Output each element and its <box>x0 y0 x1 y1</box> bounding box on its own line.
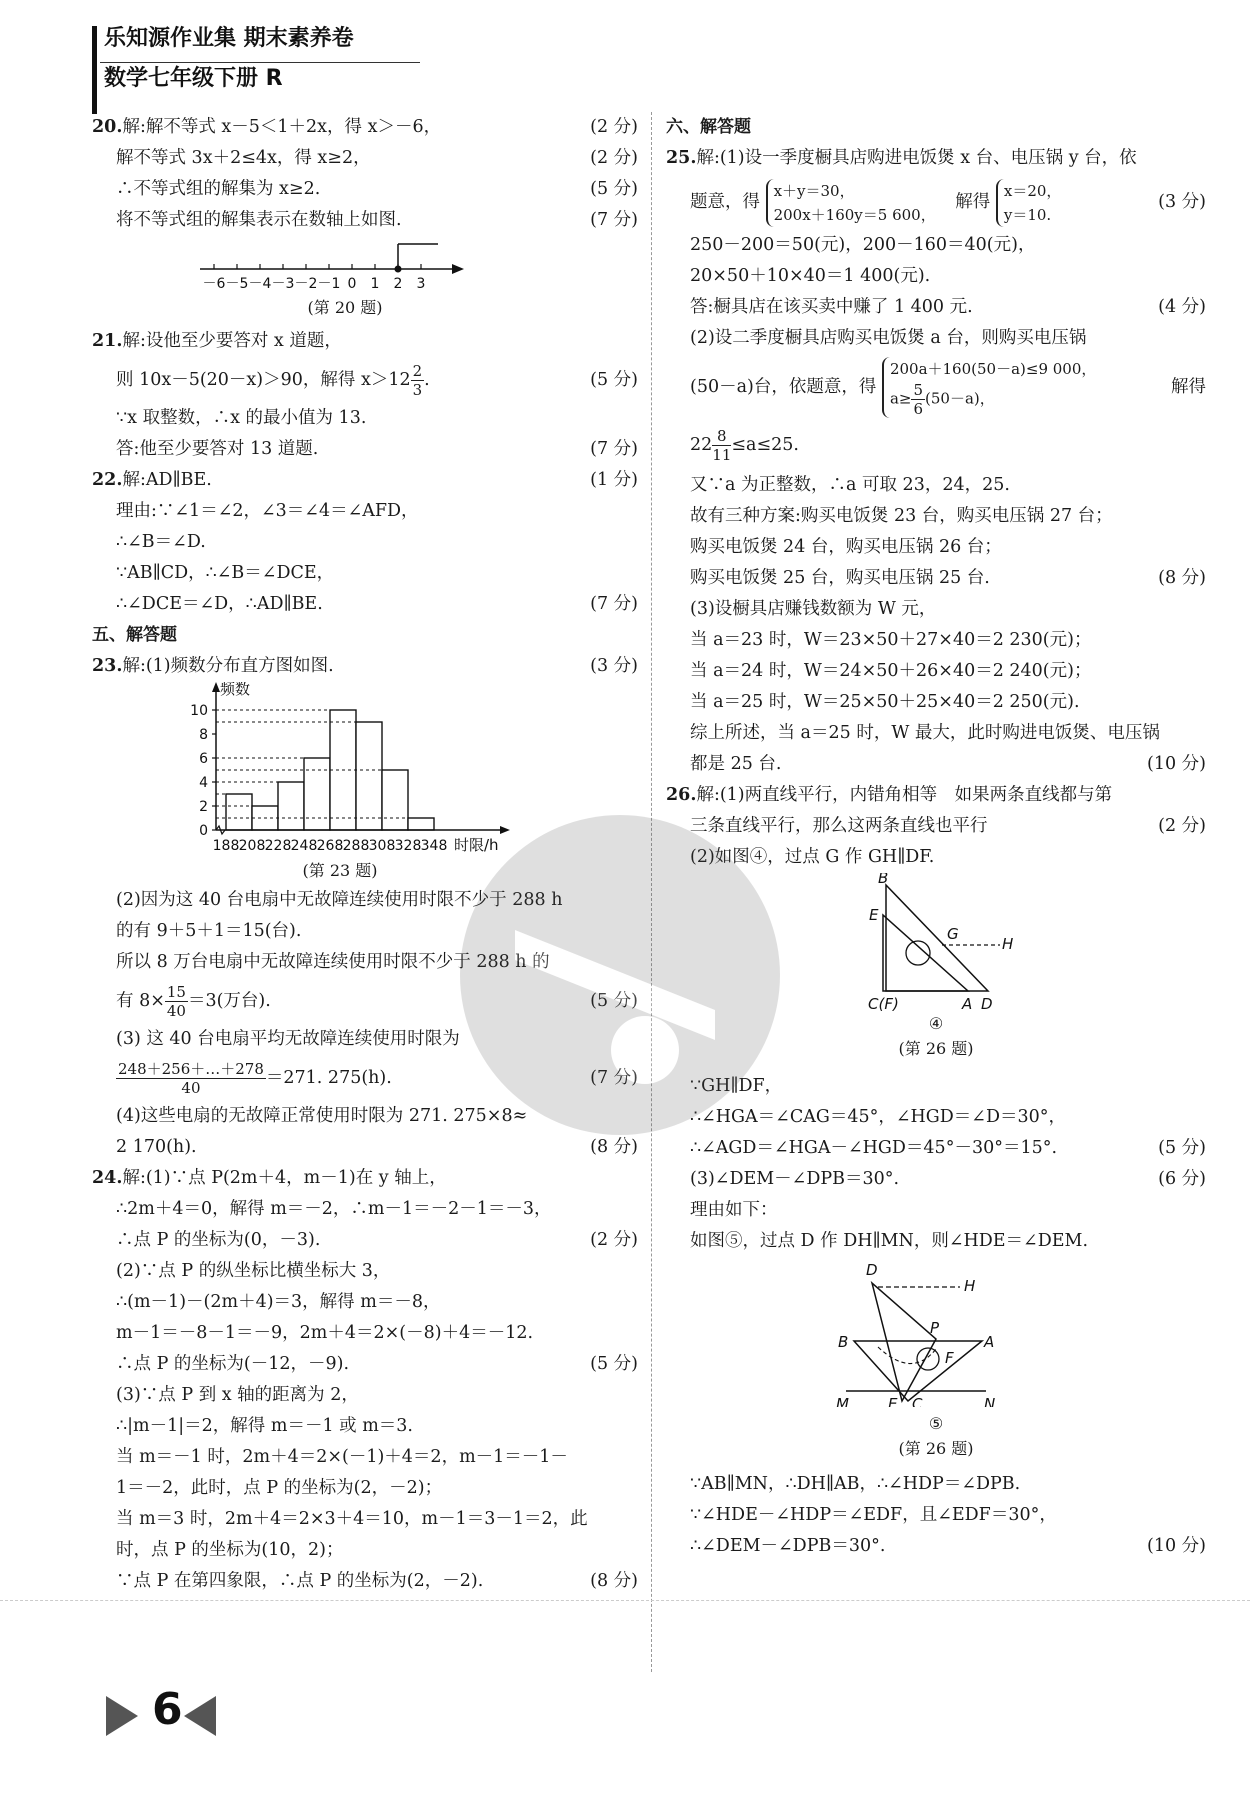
q25-text16: 当 a＝25 时，W＝25×50＋25×40＝2 250(元). <box>690 692 1080 712</box>
figure-4-label: ④ <box>928 1014 944 1033</box>
q25-line5 <box>666 292 1206 323</box>
q22-score5: (7 分) <box>590 594 638 614</box>
column-divider <box>651 112 652 1672</box>
q23-text7: ＝271. 275(h). <box>265 1068 392 1088</box>
q25-sys2-eq2: y＝10. <box>1003 205 1052 224</box>
y-tick-label: 2 <box>199 799 208 815</box>
header-bar <box>92 26 97 114</box>
q25-text8b: ≤a≤25. <box>731 435 799 455</box>
svg-text:E: E <box>869 906 879 924</box>
q21-fraction <box>411 362 425 399</box>
q20-line1 <box>92 112 638 143</box>
q20-score3: (5 分) <box>590 179 638 199</box>
q26-number: 26. <box>666 785 697 805</box>
q25-score18: (10 分) <box>1147 754 1206 774</box>
q26-score7: (6 分) <box>1158 1169 1206 1189</box>
q21-line1 <box>92 326 638 357</box>
q22-line1 <box>92 465 638 496</box>
q25-text9: 又∵a 为正整数，∴a 可取 23，24，25. <box>690 475 1010 495</box>
number-line-tick-label: －2 <box>294 276 318 292</box>
q24-line7 <box>92 1349 638 1380</box>
q20-text1: 解:解不等式 x－5＜1＋2x，得 x＞－6， <box>122 117 442 137</box>
header-series-title: 乐知源作业集 期末素养卷 <box>104 26 354 51</box>
page-number: 6 <box>152 1684 183 1735</box>
q25-line16 <box>666 687 1206 718</box>
q21-text3: ∵x 取整数，∴x 的最小值为 13. <box>116 408 367 428</box>
q24-line8 <box>92 1380 638 1411</box>
q23-number: 23. <box>92 656 123 676</box>
q24-text7: ∴点 P 的坐标为(－12，－9). <box>116 1354 350 1374</box>
q24-line5 <box>92 1287 638 1318</box>
histogram-bar <box>304 758 330 830</box>
histogram-bar <box>382 770 408 830</box>
q22-score1: (1 分) <box>590 470 638 490</box>
q23-text5a: 有 8× <box>116 991 165 1011</box>
q25-text2b: 解得 <box>955 192 991 212</box>
q24-text9: ∴|m－1|＝2，解得 m＝－1 或 m＝3. <box>116 1416 413 1436</box>
q25-score5: (4 分) <box>1158 297 1206 317</box>
y-axis-label: 频数 <box>220 682 251 698</box>
q20-number-line-figure <box>92 236 638 298</box>
q24-score3: (2 分) <box>590 1230 638 1250</box>
q25-line7 <box>666 354 1206 420</box>
y-tick-label: 4 <box>199 775 208 791</box>
figure-4-caption: (第 26 题) <box>898 1039 974 1058</box>
q25-sys3-ineq1: 200a＋160(50－a)≤9 000， <box>889 360 1097 378</box>
q25-score2: (3 分) <box>1158 192 1206 212</box>
q25-line15 <box>666 656 1206 687</box>
q26-text7: (3)∠DEM－∠DPB＝30°. <box>690 1169 900 1189</box>
x-tick-label: 308 <box>368 838 396 854</box>
q26-score6: (5 分) <box>1158 1138 1206 1158</box>
x-tick-label: 188 <box>212 838 240 854</box>
q22-line4 <box>92 558 638 589</box>
q24-text3: ∴点 P 的坐标为(0，－3). <box>116 1230 321 1250</box>
svg-text:P: P <box>930 1319 940 1337</box>
q25-system1 <box>766 179 936 227</box>
histogram-bar <box>356 722 382 830</box>
histogram-bar <box>408 818 434 830</box>
svg-text:C: C <box>912 1395 923 1407</box>
q25-line18 <box>666 749 1206 780</box>
q23-fraction1 <box>165 983 188 1020</box>
q25-text18: 都是 25 台. <box>690 754 782 774</box>
histogram-bar <box>278 782 304 830</box>
q26-line11 <box>666 1500 1206 1531</box>
q26-line9 <box>666 1226 1206 1257</box>
triangle-hole-circle-5 <box>917 1348 939 1370</box>
y-axis-arrow <box>212 682 220 692</box>
q24-text5: ∴(m－1)－(2m＋4)＝3，解得 m＝－8， <box>116 1292 441 1312</box>
svg-text:B: B <box>838 1333 849 1351</box>
q25-text13: (3)设橱具店赚钱数额为 W 元， <box>690 599 937 619</box>
q25-line14 <box>666 625 1206 656</box>
x-tick-label: 288 <box>342 838 370 854</box>
section-6-heading: 六、解答题 <box>666 117 751 137</box>
number-line-tick-label: －1 <box>317 276 341 292</box>
x-tick-label: 328 <box>394 838 422 854</box>
q25-sys3-ineq2b: (50－a)， <box>925 389 995 408</box>
q25-line12 <box>666 563 1206 594</box>
q26-text2: 三条直线平行，那么这两条直线也平行 <box>690 816 988 836</box>
q25-text5: 答:橱具店在该买卖中赚了 1 400 元. <box>690 297 973 317</box>
triangle-def <box>872 1283 936 1401</box>
q23-text5b: ＝3(万台). <box>187 991 271 1011</box>
q25-text17: 综上所述，当 a＝25 时，W 最大，此时购进电饭煲、电压锅 <box>690 723 1160 743</box>
svg-text:N: N <box>984 1395 996 1407</box>
q24-line10 <box>92 1442 638 1473</box>
q25-line8 <box>666 420 1206 470</box>
q26-line3 <box>666 842 1206 873</box>
svg-text:C(F): C(F) <box>868 995 899 1013</box>
q21-line3 <box>92 403 638 434</box>
q22-line2 <box>92 496 638 527</box>
q23-score9: (8 分) <box>590 1137 638 1157</box>
svg-text:D: D <box>866 1261 878 1279</box>
q24-score14: (8 分) <box>590 1571 638 1591</box>
q26-text5: ∴∠HGA＝∠CAG＝45°，∠HGD＝∠D＝30°， <box>690 1107 1067 1127</box>
q26-line10 <box>666 1469 1206 1500</box>
q25-fraction8 <box>712 427 731 464</box>
q23-line3 <box>92 916 638 947</box>
y-tick-label: 8 <box>199 727 208 743</box>
q23-line9 <box>92 1132 638 1163</box>
q23-text8: (4)这些电扇的无故障正常使用时限为 271. 275×8≈ <box>116 1106 528 1126</box>
q26-text3: (2)如图④，过点 G 作 GH∥DF. <box>690 847 935 867</box>
q23-histogram-figure <box>92 682 638 857</box>
q25-text10: 故有三种方案:购买电饭煲 23 台，购买电压锅 27 台； <box>690 506 1113 526</box>
header-rule <box>100 62 420 63</box>
q25-line4 <box>666 261 1206 292</box>
q25-number: 25. <box>666 148 697 168</box>
q26-text8: 理由如下： <box>690 1200 778 1220</box>
number-line-tick-label: －4 <box>248 276 272 292</box>
q26-text10: ∵AB∥MN，∴DH∥AB，∴∠HDP＝∠DPB. <box>690 1474 1021 1494</box>
q21-line2 <box>92 357 638 403</box>
q25-system3 <box>882 357 1096 418</box>
q20-number: 20. <box>92 117 123 137</box>
x-tick-label: 268 <box>316 838 344 854</box>
q25-text11: 购买电饭煲 24 台，购买电压锅 26 台； <box>690 537 1002 557</box>
figure-4-svg <box>666 873 1206 1013</box>
q24-line1 <box>92 1163 638 1194</box>
q25-fraction3 <box>911 381 925 418</box>
q25-text12: 购买电饭煲 25 台，购买电压锅 25 台. <box>690 568 990 588</box>
svg-text:H: H <box>964 1277 976 1295</box>
q21-text2: 则 10x－5(20－x)＞90，解得 x＞12 <box>116 370 411 390</box>
q23-frac1-den: 40 <box>166 1002 186 1020</box>
right-column <box>666 112 1206 1562</box>
q26-line8 <box>666 1195 1206 1226</box>
number-line-tick-label: －6 <box>202 276 226 292</box>
q22-text3: ∴∠B＝∠D. <box>116 532 206 552</box>
x-axis-label: 时限/h <box>454 836 499 854</box>
q25-sys2-eq1: x＝20， <box>1003 181 1062 200</box>
q24-line6 <box>92 1318 638 1349</box>
q25-line13 <box>666 594 1206 625</box>
x-axis-arrow <box>500 826 510 834</box>
q25-text3: 250－200＝50(元)，200－160＝40(元)， <box>690 235 1036 255</box>
q24-line4 <box>92 1256 638 1287</box>
q26-line12 <box>666 1531 1206 1562</box>
page-header <box>104 22 354 96</box>
q24-score7: (5 分) <box>590 1354 638 1374</box>
q26-text9: 如图⑤，过点 D 作 DH∥MN，则∠HDE＝∠DEM. <box>690 1231 1089 1251</box>
q25-line2 <box>666 174 1206 230</box>
q23-text9: 2 170(h). <box>116 1137 197 1157</box>
q26-line5 <box>666 1102 1206 1133</box>
q20-score2: (2 分) <box>590 148 638 168</box>
q23-text3: 的有 9＋5＋1＝15(台). <box>116 921 302 941</box>
svg-text:A: A <box>984 1333 995 1351</box>
q24-text1: 解:(1)∵点 P(2m＋4，m－1)在 y 轴上， <box>122 1168 447 1188</box>
y-tick-label: 0 <box>199 823 208 839</box>
q23-line8 <box>92 1101 638 1132</box>
q23-caption: (第 23 题) <box>302 861 378 880</box>
q23-line7 <box>92 1055 638 1101</box>
q25-sys3-ineq2a: a≥ <box>889 389 912 408</box>
q24-text2: ∴2m＋4＝0，解得 m＝－2，∴m－1＝－2－1＝－3， <box>116 1199 552 1219</box>
q23-text1: 解:(1)频数分布直方图如图. <box>122 656 334 676</box>
q20-caption: (第 20 题) <box>307 298 383 317</box>
q25-text15: 当 a＝24 时，W＝24×50＋26×40＝2 240(元)； <box>690 661 1092 681</box>
q21-text4: 答:他至少要答对 13 道题. <box>116 439 319 459</box>
q25-text4: 20×50＋10×40＝1 400(元). <box>690 266 931 286</box>
svg-text:M: M <box>836 1395 849 1407</box>
q22-text1: 解:AD∥BE. <box>122 470 212 490</box>
footer-rule <box>0 1600 1250 1601</box>
q25-frac8-den: 11 <box>712 446 732 464</box>
y-tick-label: 10 <box>190 703 208 719</box>
q23-line4 <box>92 947 638 978</box>
q23-line1 <box>92 651 638 682</box>
left-arrow-icon <box>184 1696 216 1736</box>
q24-line2 <box>92 1194 638 1225</box>
number-line-arrow <box>452 264 464 274</box>
q24-text4: (2)∵点 P 的纵坐标比横坐标大 3， <box>116 1261 391 1281</box>
svg-text:B: B <box>878 873 889 887</box>
q23-text6: (3) 这 40 台电扇平均无故障连续使用时限为 <box>116 1029 460 1049</box>
q24-line11 <box>92 1473 638 1504</box>
q23-score7: (7 分) <box>590 1068 638 1088</box>
q26-line7 <box>666 1164 1206 1195</box>
q25-text14: 当 a＝23 时，W＝23×50＋27×40＝2 230(元)； <box>690 630 1092 650</box>
svg-text:H: H <box>1002 935 1014 953</box>
number-line-tick-label: －3 <box>271 276 295 292</box>
header-subject-title: 数学七年级下册 R <box>104 66 283 91</box>
q21-text2b: . <box>424 370 430 390</box>
x-tick-label: 228 <box>264 838 292 854</box>
q26-text1: 解:(1)两直线平行，内错角相等 如果两条直线都与第 <box>696 785 1113 805</box>
q22-line5 <box>92 589 638 620</box>
q25-sys1-eq1: x＋y＝30， <box>773 181 855 200</box>
figure-5-label: ⑤ <box>928 1414 944 1433</box>
q24-line12 <box>92 1504 638 1535</box>
q22-text5: ∴∠DCE＝∠D，∴AD∥BE. <box>116 594 323 614</box>
number-line-tick-label: 0 <box>347 276 357 292</box>
q25-line1 <box>666 143 1206 174</box>
q25-text7b: 解得 <box>1171 377 1206 397</box>
q23-line2 <box>92 885 638 916</box>
q21-score2: (5 分) <box>590 370 638 390</box>
q21-frac-den: 3 <box>412 381 423 399</box>
q24-line14 <box>92 1566 638 1597</box>
q23-score1: (3 分) <box>590 656 638 676</box>
q23-score5: (5 分) <box>590 991 638 1011</box>
q25-text8a: 22 <box>690 435 713 455</box>
page-arrows <box>106 1692 306 1742</box>
q24-text6: m－1＝－8－1＝－9，2m＋4＝2×(－8)＋4＝－12. <box>116 1323 534 1343</box>
q22-text2: 理由:∵∠1＝∠2，∠3＝∠4＝∠AFD， <box>116 501 419 521</box>
figure-5 <box>666 1257 1206 1407</box>
number-line-tick-label: 2 <box>393 276 403 292</box>
q25-text2a: 题意，得 <box>690 192 760 212</box>
y-tick-label: 6 <box>199 751 208 767</box>
q25-text1: 解:(1)设一季度橱具店购进电饭煲 x 台、电压锅 y 台，依 <box>696 148 1137 168</box>
q24-text14: ∵点 P 在第四象限，∴点 P 的坐标为(2，－2). <box>116 1571 484 1591</box>
q20-text2: 解不等式 3x＋2≤4x，得 x≥2， <box>116 148 371 168</box>
q21-number: 21. <box>92 331 123 351</box>
q22-number: 22. <box>92 470 123 490</box>
q24-text11: 1＝－2，此时，点 P 的坐标为(2，－2)； <box>116 1478 443 1498</box>
q25-line9 <box>666 470 1206 501</box>
svg-text:D: D <box>981 995 993 1013</box>
figure-4 <box>666 873 1206 1013</box>
q25-line10 <box>666 501 1206 532</box>
q25-score12: (8 分) <box>1158 568 1206 588</box>
figure-5-svg <box>666 1257 1206 1407</box>
q20-score4: (7 分) <box>590 210 638 230</box>
q20-text4: 将不等式组的解集表示在数轴上如图. <box>116 210 402 230</box>
q20-score1: (2 分) <box>590 117 638 137</box>
q23-text2: (2)因为这 40 台电扇中无故障连续使用时限不少于 288 h <box>116 890 563 910</box>
q25-line6 <box>666 323 1206 354</box>
q22-text4: ∵AB∥CD，∴∠B＝∠DCE， <box>116 563 335 583</box>
x-tick-label: 208 <box>238 838 266 854</box>
q26-line6 <box>666 1133 1206 1164</box>
q23-frac1-num: 15 <box>166 983 186 1001</box>
svg-text:E: E <box>888 1395 898 1407</box>
number-line-svg <box>92 236 638 298</box>
q21-score4: (7 分) <box>590 439 638 459</box>
q20-line2 <box>92 143 638 174</box>
q24-line9 <box>92 1411 638 1442</box>
q25-frac3-den: 6 <box>913 400 923 418</box>
q25-sys1-eq2: 200x＋160y＝5 600， <box>773 205 936 224</box>
q26-score12: (10 分) <box>1147 1536 1206 1556</box>
q20-line4 <box>92 205 638 236</box>
x-tick-label: 348 <box>420 838 448 854</box>
q23-line6 <box>92 1024 638 1055</box>
q25-line17 <box>666 718 1206 749</box>
q25-frac8-num: 8 <box>712 427 731 446</box>
q25-line11 <box>666 532 1206 563</box>
q22-line3 <box>92 527 638 558</box>
q26-line4 <box>666 1071 1206 1102</box>
q20-line3 <box>92 174 638 205</box>
q25-system2 <box>996 179 1062 227</box>
section-5-heading: 五、解答题 <box>92 625 177 645</box>
q21-text1: 解:设他至少要答对 x 道题， <box>122 331 342 351</box>
q24-text8: (3)∵点 P 到 x 轴的距离为 2， <box>116 1385 359 1405</box>
q24-text10: 当 m＝－1 时，2m＋4＝2×(－1)＋4＝2，m－1＝－1－ <box>116 1447 568 1467</box>
svg-text:A: A <box>962 995 973 1013</box>
q23-frac2-den: 40 <box>181 1079 201 1097</box>
figure-5-caption: (第 26 题) <box>898 1439 974 1458</box>
number-line-tick-label: －5 <box>225 276 249 292</box>
histogram-svg <box>92 682 638 857</box>
q26-text6: ∴∠AGD＝∠HGA－∠HGD＝45°－30°＝15°. <box>690 1138 1058 1158</box>
q26-text4: ∵GH∥DF， <box>690 1076 783 1096</box>
q25-frac3-num: 5 <box>913 381 923 399</box>
q26-text11: ∵∠HDE－∠HDP＝∠EDF，且∠EDF＝30°， <box>690 1505 1057 1525</box>
q24-line3 <box>92 1225 638 1256</box>
q25-line3 <box>666 230 1206 261</box>
triangle-set-square-30 <box>886 885 988 991</box>
q23-fraction2 <box>116 1060 266 1097</box>
number-line-tick-label: 1 <box>370 276 380 292</box>
q24-line13 <box>92 1535 638 1566</box>
svg-text:G: G <box>947 925 959 943</box>
q23-text4: 所以 8 万台电扇中无故障连续使用时限不少于 288 h 的 <box>116 952 550 972</box>
solution-closed-point <box>395 266 402 273</box>
q20-text3: ∴不等式组的解集为 x≥2. <box>116 179 321 199</box>
number-line-tick-label: 3 <box>416 276 426 292</box>
x-tick-label: 248 <box>290 838 318 854</box>
q26-line2 <box>666 811 1206 842</box>
left-column <box>92 112 638 1597</box>
q25-text7a: (50－a)台，依题意，得 <box>690 377 877 397</box>
q24-number: 24. <box>92 1168 123 1188</box>
svg-text:F: F <box>945 1349 954 1367</box>
right-arrow-icon <box>106 1696 138 1736</box>
q24-text12: 当 m＝3 时，2m＋4＝2×3＋4＝10，m－1＝3－1＝2，此 <box>116 1509 588 1529</box>
q23-line5 <box>92 978 638 1024</box>
q26-line1 <box>666 780 1206 811</box>
q21-line4 <box>92 434 638 465</box>
q26-score2: (2 分) <box>1158 816 1206 836</box>
q25-text6: (2)设二季度橱具店购买电饭煲 a 台，则购买电压锅 <box>690 328 1087 348</box>
histogram-bar <box>226 794 252 830</box>
q23-frac2-num: 248＋256＋…＋278 <box>118 1060 264 1078</box>
q21-frac-num: 2 <box>412 362 423 380</box>
q24-text13: 时，点 P 的坐标为(10，2)； <box>116 1540 344 1560</box>
q26-text12: ∴∠DEM－∠DPB＝30°. <box>690 1536 886 1556</box>
